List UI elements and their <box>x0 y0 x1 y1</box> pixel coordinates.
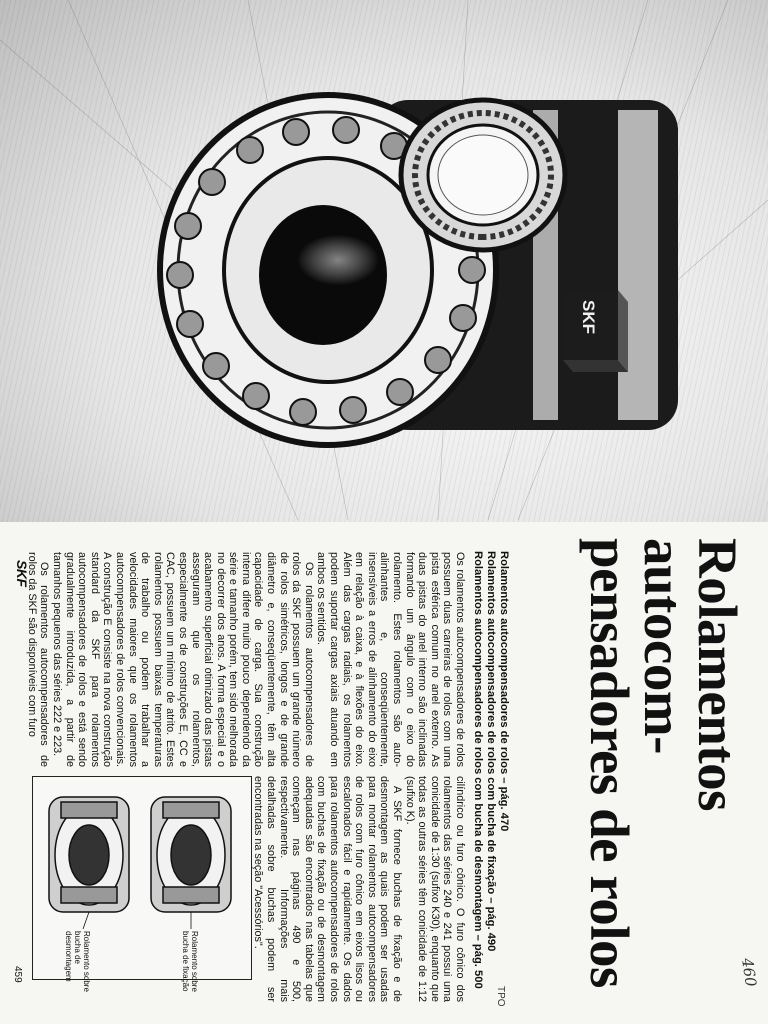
figure-caption-withdrawal: Rolamento sobre bucha de desmontagem <box>64 931 91 992</box>
skf-logo: SKF <box>14 560 30 587</box>
reference-line: Rolamentos autocompensadores de rolos – pág. 470 <box>498 551 510 832</box>
skf-box <box>563 290 628 372</box>
page-references <box>471 551 510 1011</box>
paragraph: cilíndrico ou furo cônico. O furo cônico dos rolamentos das séries 240 e 241 possui uma conicidade de 1:30 (sufixo K30), enquanto que todas as outras séries têm conicidade de 1:12 (sufixo K). <box>403 776 466 1002</box>
page-number: 459 <box>12 966 23 983</box>
corner-mark: TPO <box>495 986 506 1007</box>
figure-box <box>32 776 252 992</box>
small-bearing <box>401 100 565 250</box>
reference-line: Rolamentos autocompensadores de rolos com bucha de fixação – pág. 490 <box>485 551 497 952</box>
page-title <box>579 538 748 1008</box>
svg-text:SKF: SKF <box>579 300 598 334</box>
text-column-1 <box>25 552 466 767</box>
figure-caption-adapter: Rolamento sobre bucha de fixação <box>181 931 199 992</box>
paragraph: A SKF fornece buchas de fixação e de desmontagem as quais podem ser usadas para montar rolamentos autocompensadores de rolos com furo cônico em eixos lisos ou escalonados fácil e rapidamente. Os dados para rolamentos autocompensadores de rolos com buchas de fixação ou de desmontagem adequadas são encontrados nas tabelas que começam nas páginas 490 e 500, respectivamente. Informações mais detalhadas sobre buchas podem ser encontradas na seção "Acessórios". <box>252 776 404 1002</box>
text-column-2 <box>252 776 466 1002</box>
paragraph: Os rolamentos autocompensadores de rolos da SKF são disponíveis com furo <box>25 552 51 767</box>
paragraph: Os rolamentos autocompensadores de rolos possuem duas carreiras de rolos com uma pista esférica comum no anel externo. As duas pistas do anel interno são inclinadas formando um ângulo com o eixo do rolamento. Estes rolamentos são auto-alinhantes e, conseqüentemente, insensíveis a erros de alinhamento do eixo em relação à caixa, e à flexões do eixo. Além das cargas radiais, os rolamentos podem suportar cargas axiais atuando em ambos os sentidos. <box>315 552 466 767</box>
paragraph: Os rolamentos autocompensadores de rolos da SKF possuem um grande número de rolos simétricos, longos e de grande diâmetro e, conseqüentemente, têm alta capacidade de carga. Sua construção interna difere muito pouco dependendo da série e tamanho porém, tem sido melhorada no decorrer dos anos. A forma especial e o acabamento superficial otimizado das pistas asseguram que os rolamentos, especialmente os de construções E, CC e CAC, possuem um mínimo de atrito. Estes rolamentos possuem baixas temperaturas de trabalho ou podem trabalhar a velocidades maiores que os rolamentos autocompensadores de rolos convencionais. A construção E consiste na nova construção standard da SKF para rolamentos autocompensadores de rolos e está sendo gradualmente introduzida, a partir de tamanhos pequenos das séries 222 e 223. <box>51 552 315 767</box>
title-line-1: Rolamentos autocom- <box>633 538 748 812</box>
handwritten-page-number: 460 <box>738 956 760 988</box>
reference-line: Rolamentos autocompensadores de rolos com bucha de desmontagem – pág. 500 <box>472 551 484 989</box>
title-line-2: pensadores de rolos <box>579 538 640 988</box>
